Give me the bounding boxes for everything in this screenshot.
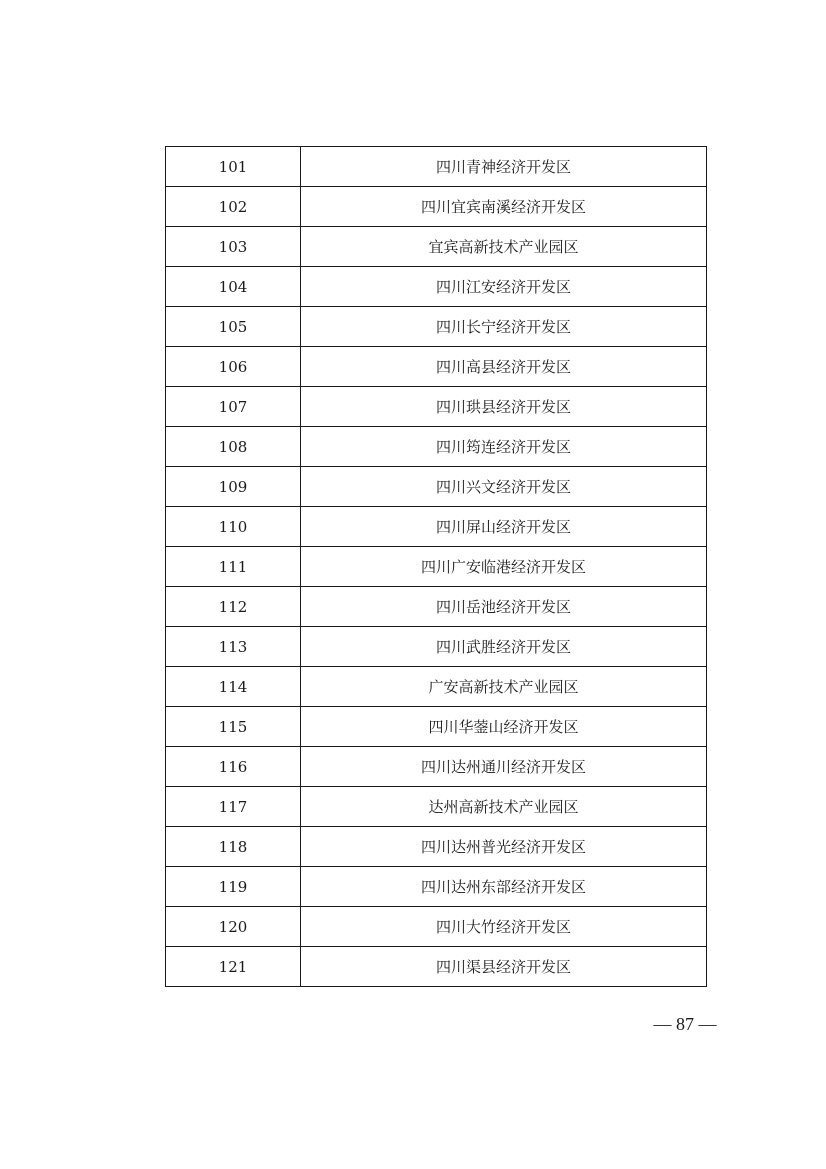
zone-name-cell: 四川兴文经济开发区	[301, 467, 707, 507]
table-row	[166, 347, 707, 387]
zone-name-cell: 四川武胜经济开发区	[301, 627, 707, 667]
table-row	[166, 387, 707, 427]
row-number-cell: 115	[166, 707, 301, 747]
table-row	[166, 427, 707, 467]
table-row	[166, 667, 707, 707]
row-number-cell: 118	[166, 827, 301, 867]
table-row	[166, 267, 707, 307]
row-number-cell: 119	[166, 867, 301, 907]
zone-name-cell: 四川珙县经济开发区	[301, 387, 707, 427]
row-number-cell: 103	[166, 227, 301, 267]
row-number-cell: 120	[166, 907, 301, 947]
row-number-cell: 101	[166, 147, 301, 187]
row-number-cell: 106	[166, 347, 301, 387]
table-row	[166, 747, 707, 787]
zone-name-cell: 四川广安临港经济开发区	[301, 547, 707, 587]
zone-name-cell: 四川岳池经济开发区	[301, 587, 707, 627]
row-number-cell: 107	[166, 387, 301, 427]
row-number-cell: 108	[166, 427, 301, 467]
row-number-cell: 102	[166, 187, 301, 227]
table-row	[166, 947, 707, 987]
zone-name-cell: 达州高新技术产业园区	[301, 787, 707, 827]
table-row	[166, 187, 707, 227]
table-row	[166, 507, 707, 547]
row-number-cell: 116	[166, 747, 301, 787]
zone-name-cell: 四川大竹经济开发区	[301, 907, 707, 947]
row-number-cell: 111	[166, 547, 301, 587]
table-row	[166, 547, 707, 587]
table-row	[166, 907, 707, 947]
zone-name-cell: 广安高新技术产业园区	[301, 667, 707, 707]
row-number-cell: 110	[166, 507, 301, 547]
zone-name-cell: 四川青神经济开发区	[301, 147, 707, 187]
row-number-cell: 114	[166, 667, 301, 707]
table-row	[166, 587, 707, 627]
zone-name-cell: 宜宾高新技术产业园区	[301, 227, 707, 267]
table-row	[166, 147, 707, 187]
zone-name-cell: 四川江安经济开发区	[301, 267, 707, 307]
zones-table	[165, 146, 707, 987]
zone-name-cell: 四川筠连经济开发区	[301, 427, 707, 467]
row-number-cell: 113	[166, 627, 301, 667]
zones-table-body	[166, 147, 707, 987]
zone-name-cell: 四川长宁经济开发区	[301, 307, 707, 347]
zone-name-cell: 四川达州东部经济开发区	[301, 867, 707, 907]
page-number: — 87 —	[653, 1014, 717, 1034]
table-row	[166, 867, 707, 907]
zone-name-cell: 四川宜宾南溪经济开发区	[301, 187, 707, 227]
row-number-cell: 105	[166, 307, 301, 347]
table-row	[166, 227, 707, 267]
table-row	[166, 707, 707, 747]
table-row	[166, 787, 707, 827]
row-number-cell: 109	[166, 467, 301, 507]
row-number-cell: 104	[166, 267, 301, 307]
zone-name-cell: 四川达州通川经济开发区	[301, 747, 707, 787]
table-row	[166, 827, 707, 867]
zone-name-cell: 四川屏山经济开发区	[301, 507, 707, 547]
zone-name-cell: 四川华蓥山经济开发区	[301, 707, 707, 747]
row-number-cell: 112	[166, 587, 301, 627]
table-row	[166, 307, 707, 347]
zone-name-cell: 四川达州普光经济开发区	[301, 827, 707, 867]
table-row	[166, 467, 707, 507]
zone-name-cell: 四川渠县经济开发区	[301, 947, 707, 987]
table-row	[166, 627, 707, 667]
row-number-cell: 121	[166, 947, 301, 987]
zone-name-cell: 四川高县经济开发区	[301, 347, 707, 387]
row-number-cell: 117	[166, 787, 301, 827]
